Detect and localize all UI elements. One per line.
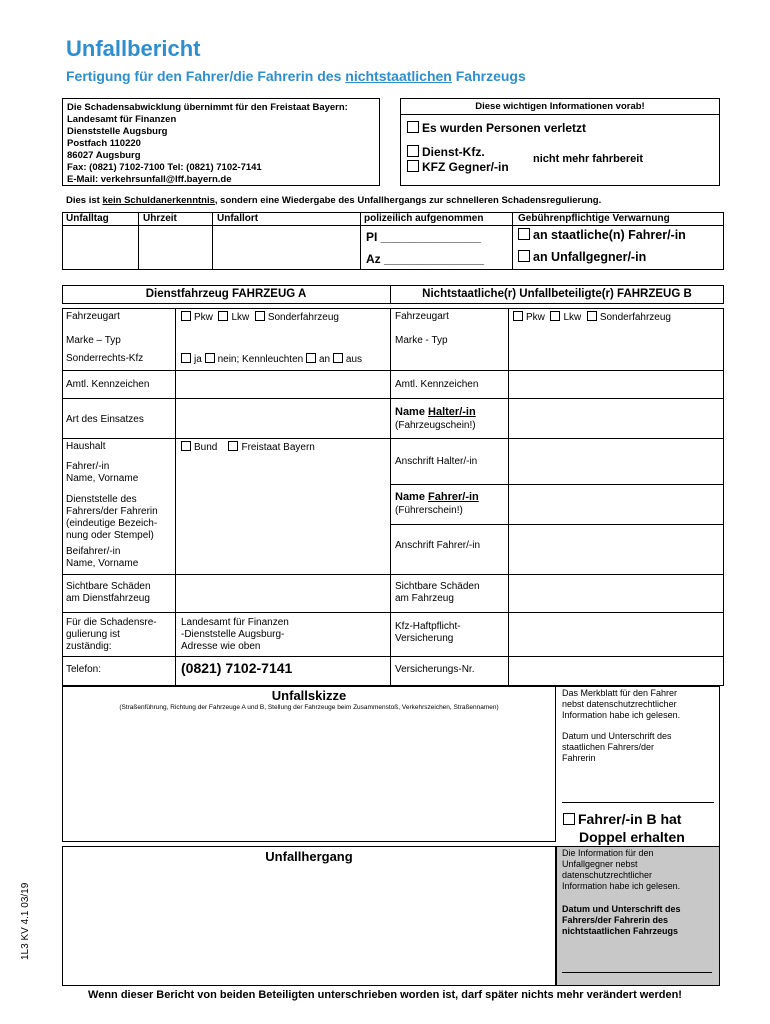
a-freistaat-checkbox[interactable] [228,441,238,451]
a-fahrer-label: Fahrer/-in [66,461,110,472]
a-zust-l1: Für die Schadensre- [66,617,157,628]
a-schaeden-l2: am Dienstfahrzeug [66,593,150,604]
info-l4: Information habe ich gelesen. [562,881,681,891]
dienst-row [407,145,485,159]
persons-row [407,121,586,135]
b-sonder-checkbox[interactable] [587,311,597,321]
unfallort-label: Unfallort [217,213,259,224]
vehicle-a-header: Dienstfahrzeug FAHRZEUG A [145,288,307,300]
b-marke-label: Marke - Typ [395,335,448,346]
a-nein-checkbox[interactable] [205,353,215,363]
datum-l1: Datum und Unterschrift des [562,731,672,741]
b-anschrift-halter-label: Anschrift Halter/-in [395,456,478,467]
doppel-l2: Doppel erhalten [579,829,685,845]
b-fahrer-label [395,491,479,503]
b-kennzeichen-label: Amtl. Kennzeichen [395,379,479,390]
b-haft-l2: Versicherung [395,633,454,644]
a-zustaendig-value [181,617,289,653]
a-marke-label: Marke – Typ [66,335,121,346]
a-fahrzeugart-label: Fahrzeugart [66,311,120,322]
a-dienststelle-l3: (eindeutige Bezeich- [66,518,158,529]
sig-l2: Fahrers/der Fahrerin des [562,915,669,925]
uhrzeit-label: Uhrzeit [143,213,177,224]
subtitle-pre: Fertigung für den Fahrer/die Fahrerin des [66,68,346,84]
vehicle-table [62,308,724,686]
az-field[interactable]: Az _______________ [366,252,485,266]
gegner-warn-label: an Unfallgegner/-in [533,250,647,264]
a-aus-label: aus [345,354,363,365]
b-pkw-label: Pkw [526,312,545,323]
address-line: Fax: (0821) 7102-7100 Tel: (0821) 7102-7141 [67,162,262,173]
address-line: E-Mail: verkehrsunfall@lff.bayern.de [67,174,232,185]
a-freistaat-label: Freistaat Bayern [241,442,315,453]
b-anschrift-fahrer-label: Anschrift Fahrer/-in [395,540,481,551]
a-sonderrechte-label: Sonderrechts-Kfz [66,353,144,364]
note-pre: Dies ist [66,195,103,206]
a-zust-val-l2: -Dienststelle Augsburg- [181,629,285,640]
sig-l3: nichtstaatlichen Fahrzeugs [562,926,679,936]
a-an-label: an [318,354,331,365]
a-dienststelle-l4: nung oder Stempel) [66,530,154,541]
unfalltag-label: Unfalltag [66,213,109,224]
page-subtitle [66,68,526,84]
skizze-title: Unfallskizze [271,688,347,703]
b-fahrer-u: Fahrer/-in [428,491,479,503]
gegner-label: KFZ Gegner/-in [422,160,509,174]
hergang-title: Unfallhergang [265,849,353,864]
note-line [66,195,601,207]
a-pkw-checkbox[interactable] [181,311,191,321]
b-pkw-checkbox[interactable] [513,311,523,321]
staat-checkbox[interactable] [518,228,530,240]
a-ja-label: ja [194,354,202,365]
a-haushalt-options [181,441,315,453]
a-zust-l2: gulierung ist [66,629,120,640]
a-telefon-label: Telefon: [66,664,102,675]
b-schaeden-l1: Sichtbare Schäden [395,581,480,592]
footer-warning: Wenn dieser Bericht von beiden Beteiligten unterschrieben worden ist, darf später nichts mehr verändert werden! [88,989,682,1001]
gegner-checkbox[interactable] [407,160,419,172]
gegner-warn-checkbox[interactable] [518,250,530,262]
a-schaeden-label [66,581,151,605]
a-bund-label: Bund [194,442,218,453]
b-versnr-label: Versicherungs-Nr. [395,664,475,675]
a-dienststelle-l1: Dienststelle des [66,494,137,505]
merkblatt-text [562,688,680,721]
datum-text [562,731,672,764]
a-zust-l3: zuständig: [66,641,112,652]
info-l2: Unfallgegner nebst [562,859,638,869]
note-post: , sondern eine Wiedergabe des Unfallhergangs zur schnelleren Schadensregulierung. [214,195,602,206]
gegner-row [407,160,509,174]
info-l3: datenschutzrechtlicher [562,870,653,880]
a-fahrer-sub: Name, Vorname [66,473,139,484]
a-sonder-checkbox[interactable] [255,311,265,321]
b-halter-u: Halter/-in [428,406,476,418]
b-fahrer-pre: Name [395,491,429,503]
b-schaeden-l2: am Fahrzeug [395,593,454,604]
a-beifahrer-label: Beifahrer/-in [66,546,121,557]
a-einsatz-label: Art des Einsatzes [66,414,144,425]
signature-line-b[interactable] [562,972,712,973]
b-lkw-checkbox[interactable] [550,311,560,321]
a-sonder-label: Sonderfahrzeug [267,312,339,323]
nicht-fahrbereit: nicht mehr fahrbereit [533,153,644,165]
a-ja-checkbox[interactable] [181,353,191,363]
a-kennzeichen-label: Amtl. Kennzeichen [66,379,150,390]
b-halter-label [395,406,476,418]
persons-label: Es wurden Personen verletzt [422,121,587,135]
a-zust-val-l1: Landesamt für Finanzen [181,617,289,628]
b-fahrer-sub: (Führerschein!) [395,505,463,516]
a-pkw-label: Pkw [194,312,213,323]
pi-field[interactable]: PI _______________ [366,230,481,244]
b-schaeden-label [395,581,480,605]
sig-l1: Datum und Unterschrift des [562,904,681,914]
info-heading: Diese wichtigen Informationen vorab! [401,99,719,115]
a-dienststelle-label [66,494,158,542]
b-halter-sub: (Fahrzeugschein!) [395,420,476,431]
merk-l2: nebst datenschutzrechtlicher [562,699,677,709]
dienst-label: Dienst-Kfz. [422,145,485,159]
gebuehr-label: Gebührenpflichtige Verwarnung [518,213,670,224]
a-bund-checkbox[interactable] [181,441,191,451]
merk-l1: Das Merkblatt für den Fahrer [562,688,678,698]
datum-l3: Fahrerin [562,753,596,763]
address-box [62,98,380,186]
vehicle-b-header: Nichtstaatliche(r) Unfallbeteiligte(r) FAHRZEUG B [422,288,692,300]
info-box [400,98,720,186]
a-sonderrechte-options [181,353,362,365]
a-schaeden-l1: Sichtbare Schäden [66,581,151,592]
address-line: Postfach 110220 [67,138,141,149]
subtitle-post: Fahrzeugs [451,68,526,84]
subtitle-underlined: nichtstaatlichen [345,68,452,84]
a-telefon-value: (0821) 7102-7141 [181,660,293,676]
b-sonder-label: Sonderfahrzeug [599,312,671,323]
a-lkw-checkbox[interactable] [218,311,228,321]
address-line: Landesamt für Finanzen [67,114,177,125]
a-zustaendig-label [66,617,157,653]
staat-row [518,228,686,242]
gegner-warn-row [518,250,646,264]
b-haft-l1: Kfz-Haftpflicht- [395,621,461,632]
persons-checkbox[interactable] [407,121,419,133]
page-title: Unfallbericht [66,36,201,61]
b-haft-label [395,621,461,645]
address-line: 86027 Augsburg [67,150,141,161]
a-lkw-label: Lkw [231,312,250,323]
signature-line-a[interactable] [562,802,714,803]
doppel-row [563,810,685,846]
a-nein-label: nein; Kennleuchten [217,354,304,365]
doppel-checkbox[interactable] [563,813,575,825]
a-dienststelle-l2: Fahrers/der Fahrerin [66,506,158,517]
form-code: 1L3 KV 4.1 03/19 [20,882,31,960]
info-gegner-text [562,848,680,892]
doppel-l1: Fahrer/-in B hat [578,811,682,827]
a-fahrzeugart-options [181,311,339,323]
a-an-checkbox[interactable] [306,353,316,363]
skizze-sub: (Straßenführung, Richtung der Fahrzeuge A und B, Stellung der Fahrzeuge beim Zusammenstoß, Verkehrszeichen, Straßennamen) [119,704,499,711]
a-haushalt-label: Haushalt [66,441,106,452]
hergang-box[interactable] [62,846,556,986]
b-fahrzeugart-label: Fahrzeugart [395,311,449,322]
sig-b-text [562,904,681,937]
a-zust-val-l3: Adresse wie oben [181,641,261,652]
datum-l2: staatlichen Fahrers/der [562,742,655,752]
a-aus-checkbox[interactable] [333,353,343,363]
info-l1: Die Information für den [562,848,654,858]
b-fahrzeugart-options [513,311,671,323]
a-beifahrer-sub: Name, Vorname [66,558,139,569]
note-underlined: kein Schuldanerkenntnis [102,195,215,206]
merk-l3: Information habe ich gelesen. [562,710,681,720]
b-lkw-label: Lkw [563,312,582,323]
staat-label: an staatliche(n) Fahrer/-in [533,228,686,242]
polizei-label: polizeilich aufgenommen [364,213,484,224]
address-intro: Die Schadensabwicklung übernimmt für den Freistaat Bayern: [67,102,348,113]
b-halter-pre: Name [395,406,429,418]
dienst-checkbox[interactable] [407,145,419,157]
address-line: Dienststelle Augsburg [67,126,168,137]
